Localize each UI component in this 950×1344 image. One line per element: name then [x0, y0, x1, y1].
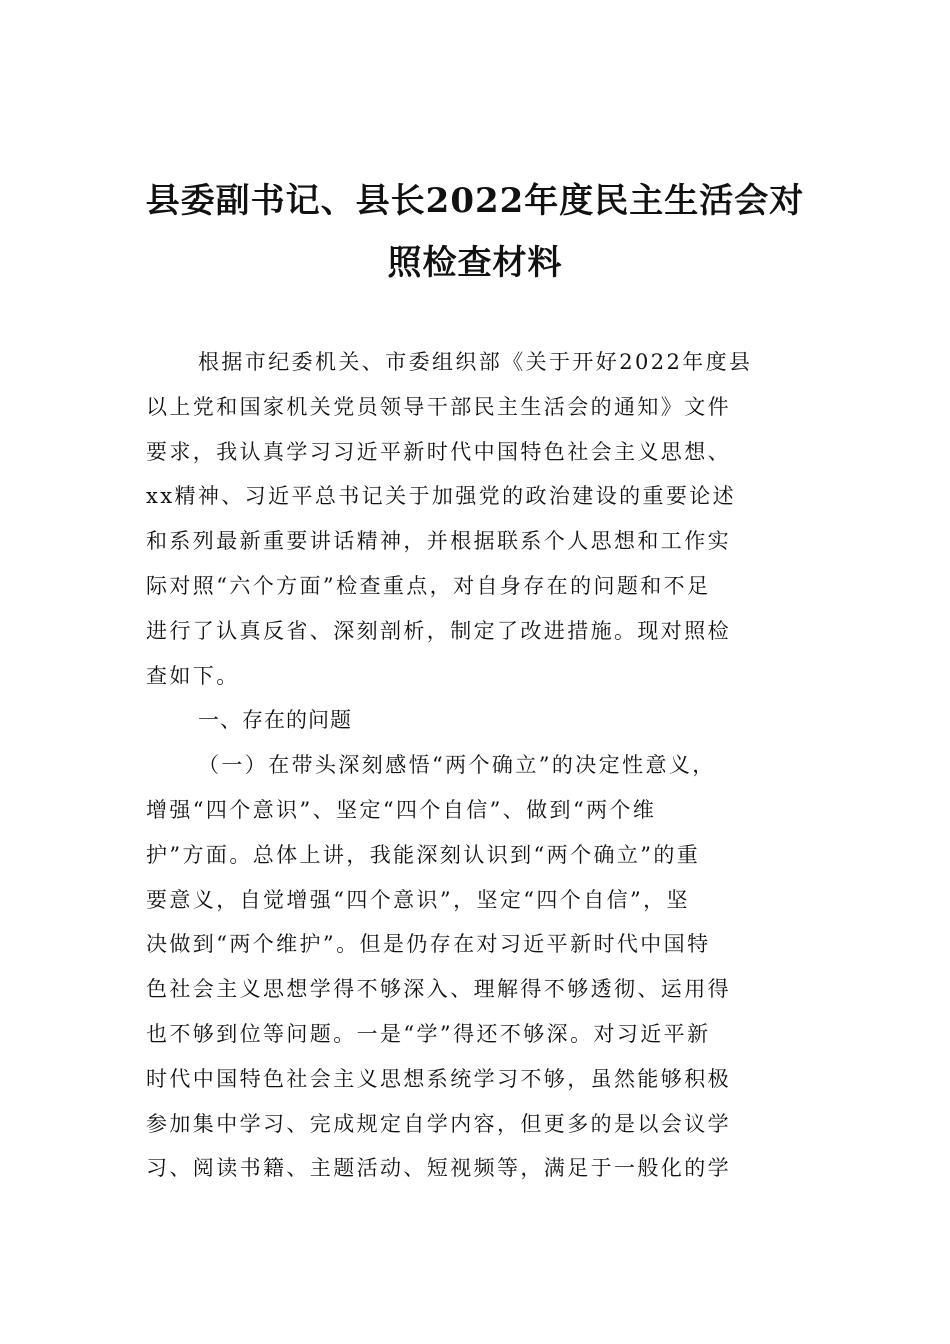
paragraph-line: （一）在带头深刻感悟“两个确立”的决定性意义，: [198, 753, 716, 778]
title-line-2: 照检查材料: [387, 243, 563, 283]
paragraph-line: 要求，我认真学习习近平新时代中国特色社会主义思想、: [146, 439, 731, 464]
paragraph-line: 增强“四个意识”、坚定“四个自信”、做到“两个维: [146, 797, 657, 822]
paragraph-line: 时代中国特色社会主义思想系统学习不够，虽然能够积极: [146, 1066, 731, 1091]
paragraph-line: 进行了认真反省、深刻剖析，制定了改进措施。现对照检: [146, 618, 731, 643]
title-line-1: 县委副书记、县长2022年度民主生活会对: [145, 181, 805, 221]
paragraph-line: 习、阅读书籍、主题活动、短视频等，满足于一般化的学: [146, 1156, 731, 1181]
paragraph-line: 要意义，自觉增强“四个意识”，坚定“四个自信”，坚: [146, 887, 690, 912]
paragraph-line: 也不够到位等问题。一是“学”得还不够深。对习近平新: [146, 1021, 711, 1046]
paragraph-line: xx精神、习近平总书记关于加强党的政治建设的重要论述: [146, 484, 737, 509]
document-body: [146, 340, 806, 1191]
paragraph-line: 决做到“两个维护”。但是仍存在对习近平新时代中国特: [146, 932, 711, 957]
paragraph-line: 参加集中学习、完成规定自学内容，但更多的是以会议学: [146, 1111, 731, 1136]
paragraph-line: 根据市纪委机关、市委组织部《关于开好2022年度县: [198, 350, 753, 374]
paragraph-line: 以上党和国家机关党员领导干部民主生活会的通知》文件: [146, 394, 731, 419]
paragraph-line: 和系列最新重要讲话精神，并根据联系个人思想和工作实: [146, 529, 731, 554]
paragraph-line: 色社会主义思想学得不够深入、理解得不够透彻、运用得: [146, 977, 731, 1002]
section-heading: 一、存在的问题: [198, 708, 352, 733]
paragraph-line: 护”方面。总体上讲，我能深刻认识到“两个确立”的重: [146, 842, 701, 867]
document-title: [120, 170, 830, 294]
paragraph-line: 查如下。: [146, 663, 240, 688]
paragraph-line: 际对照“六个方面”检查重点，对自身存在的问题和不足: [146, 573, 711, 598]
